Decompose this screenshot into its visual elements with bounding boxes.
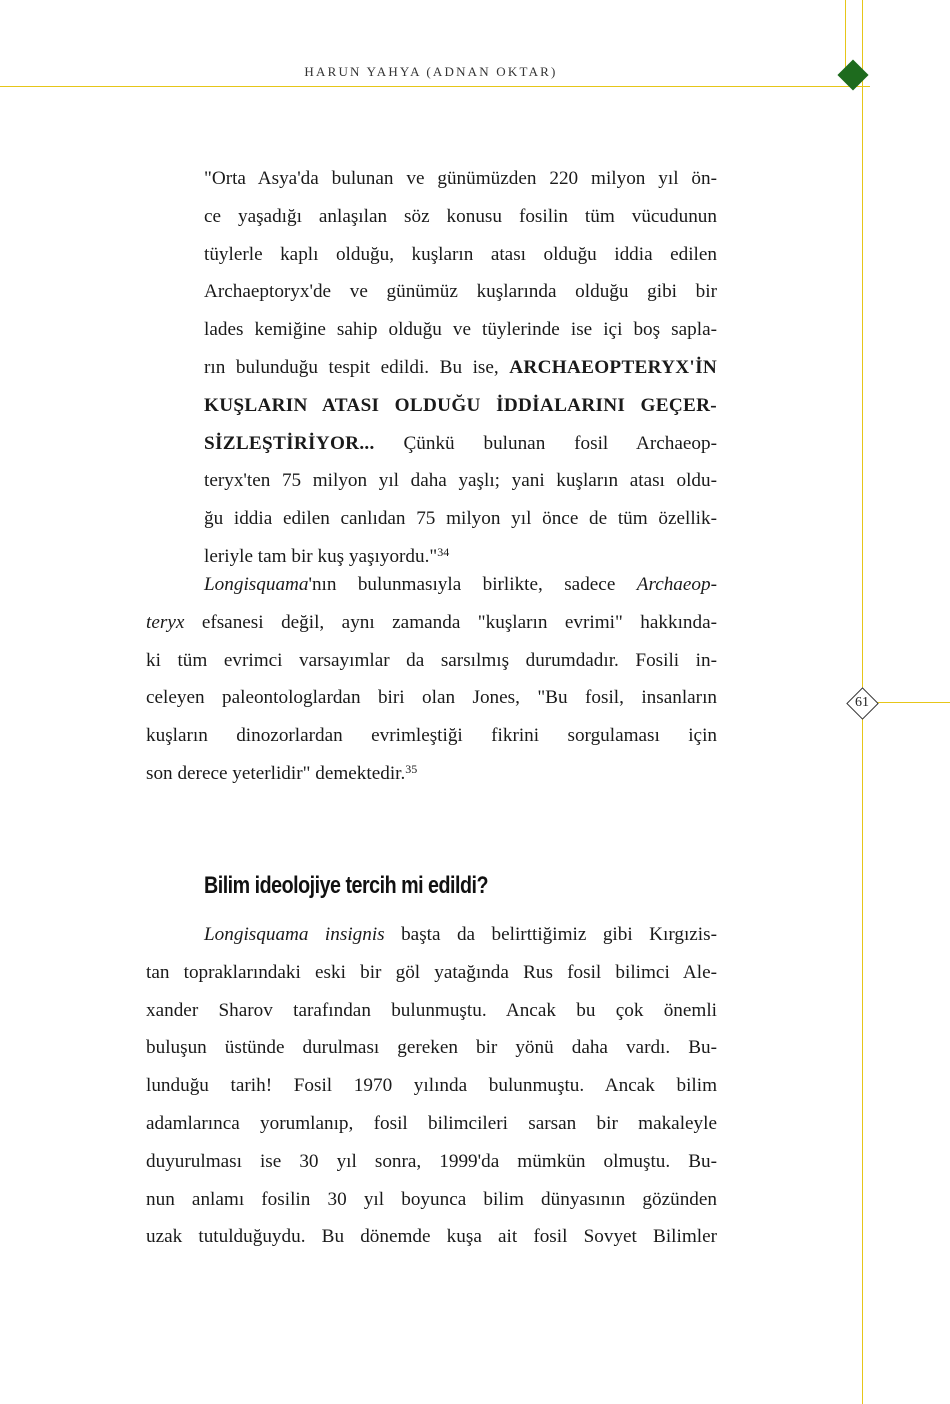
running-title: HARUN YAHYA (ADNAN OKTAR)	[304, 64, 558, 79]
body-line: ki tüm evrimci varsayımlar da sarsılmış durumdadır. Fosili in-	[146, 649, 717, 671]
body-line: lunduğu tarih! Fosil 1970 yılında bulunmuştu. Ancak bilim	[146, 1075, 717, 1097]
footnote-ref-34: 34	[437, 544, 450, 559]
body-line: buluşun üstünde durulması gereken bir yönü daha vardı. Bu-	[146, 1037, 717, 1059]
quote-block	[204, 160, 717, 576]
body-paragraph-2	[146, 916, 717, 1256]
quote-line: "Orta Asya'da bulunan ve günümüzden 220 milyon yıl ön-	[204, 168, 717, 189]
body-text: efsanesi değil, aynı zamanda "kuşların evrimi" hakkında-	[184, 611, 717, 633]
quote-text: leriyle tam bir kuş yaşıyordu."	[204, 545, 438, 567]
italic-term: Longisquama insignis	[204, 924, 385, 945]
quote-line	[204, 349, 717, 387]
body-line	[146, 566, 717, 604]
body-line	[146, 916, 717, 954]
quote-text: rın bulunduğu tespit edildi. Bu ise,	[204, 356, 510, 378]
body-text: başta da belirttiğimiz gibi Kırgızis-	[384, 924, 717, 945]
body-line: uzak tutulduğuydu. Bu dönemde kuşa ait fosil Sovyet Bilimler	[146, 1226, 717, 1248]
body-line: nun anlamı fosilin 30 yıl boyunca bilim dünyasının gözünden	[146, 1188, 717, 1210]
quote-emphasis: ARCHAEOPTERYX'İN	[509, 356, 717, 378]
quote-line	[204, 425, 717, 463]
body-line: xander Sharov tarafından bulunmuştu. Ancak bu çok önemli	[146, 999, 717, 1021]
page-number-badge	[847, 688, 877, 718]
body-line: celeyen paleontologlardan biri olan Jones, "Bu fosil, insanların	[146, 687, 717, 709]
page-number: 61	[855, 695, 869, 710]
quote-emphasis: SİZLEŞTİRİYOR...	[204, 432, 375, 454]
body-line: duyurulması ise 30 yıl sonra, 1999'da mümkün olmuştu. Bu-	[146, 1150, 717, 1172]
body-line: adamlarınca yorumlanıp, fosil bilimcileri sarsan bir makaleyle	[146, 1112, 717, 1134]
footnote-ref-35: 35	[405, 761, 418, 776]
body-paragraph-1	[146, 566, 717, 793]
header-rule	[0, 86, 870, 87]
quote-line: lades kemiğine sahip olduğu ve tüylerinde ise içi boş sapla-	[204, 319, 717, 341]
quote-line: ğu iddia edilen canlıdan 75 milyon yıl önce de tüm özellik-	[204, 508, 717, 530]
body-text: 'nın bulunmasıyla birlikte, sadece	[308, 574, 637, 595]
body-line	[146, 755, 717, 793]
quote-line: tüylerle kaplı olduğu, kuşların atası olduğu iddia edilen	[204, 243, 717, 265]
italic-term: Archaeop-	[636, 574, 717, 595]
quote-text: Çünkü bulunan fosil Archaeop-	[374, 432, 717, 454]
body-text: son derece yeterlidir" demektedir.	[146, 762, 406, 784]
quote-emphasis: KUŞLARIN ATASI OLDUĞU İDDİALARINI GEÇER-	[204, 394, 717, 416]
section-heading: Bilim ideolojiye tercih mi edildi?	[204, 872, 489, 899]
italic-term: Longisquama	[204, 574, 309, 595]
body-line	[146, 604, 717, 642]
page-number-rule	[876, 702, 950, 703]
body-line: tan topraklarındaki eski bir göl yatağında Rus fosil bilimci Ale-	[146, 961, 717, 983]
body-line: kuşların dinozorlardan evrimleştiği fikrini sorgulaması için	[146, 725, 717, 747]
quote-line: ce yaşadığı anlaşılan söz konusu fosilin tüm vücudunun	[204, 205, 717, 227]
top-margin-rule	[845, 0, 846, 70]
quote-line: Archaeptoryx'de ve günümüz kuşlarında olduğu gibi bir	[204, 281, 717, 303]
quote-line	[204, 387, 717, 425]
italic-term: teryx	[146, 611, 185, 633]
quote-line: teryx'ten 75 milyon yıl daha yaşlı; yani kuşların atası oldu-	[204, 470, 717, 492]
